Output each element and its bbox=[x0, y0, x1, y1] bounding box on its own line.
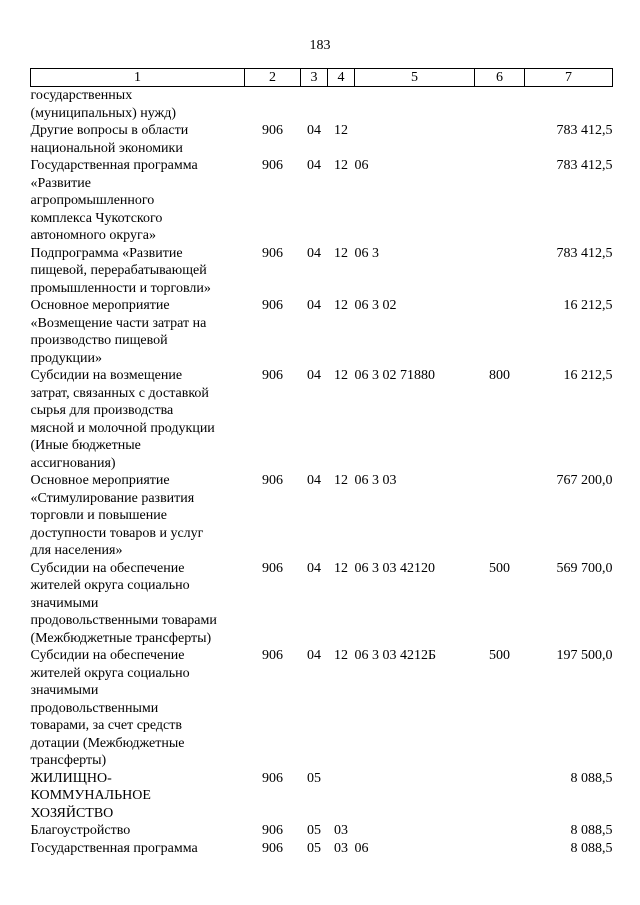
target-article-cell bbox=[355, 770, 475, 823]
row-description bbox=[31, 822, 245, 840]
description-line: затрат, связанных с доставкой bbox=[30, 385, 209, 401]
description-line: (Межбюджетные трансферты) bbox=[30, 630, 212, 646]
admin-code-cell: 906 bbox=[262, 473, 283, 488]
description-line: ЖИЛИЩНО- bbox=[30, 770, 112, 786]
table-row bbox=[31, 297, 613, 367]
table-body bbox=[31, 87, 613, 858]
expense-type-cell bbox=[475, 87, 525, 123]
subsection-code-cell: 12 bbox=[334, 245, 348, 261]
table-row bbox=[31, 245, 613, 298]
subsection-code-cell bbox=[328, 87, 355, 123]
target-article-cell: 06 3 03 42120 bbox=[354, 560, 435, 576]
section-code-cell bbox=[301, 87, 328, 123]
table-header-row bbox=[31, 69, 613, 87]
admin-code-cell: 906 bbox=[262, 245, 283, 261]
row-description bbox=[31, 245, 245, 298]
admin-code-cell: 906 bbox=[262, 560, 283, 576]
column-header-3: 3 bbox=[301, 69, 328, 87]
table-row bbox=[31, 367, 613, 472]
target-article-cell bbox=[355, 822, 475, 840]
target-article-cell: 06 3 02 71880 bbox=[354, 368, 435, 383]
description-line: ХОЗЯЙСТВО bbox=[30, 805, 114, 821]
amount-cell: 8 088,5 bbox=[570, 770, 613, 786]
admin-code-cell: 906 bbox=[262, 840, 283, 856]
table-row bbox=[31, 822, 613, 840]
subsection-code-cell: 12 bbox=[334, 368, 348, 383]
row-description bbox=[31, 157, 245, 245]
description-line: Субсидии на обеспечение bbox=[30, 560, 185, 576]
section-code-cell: 04 bbox=[307, 473, 321, 488]
description-line: продукции» bbox=[30, 350, 102, 366]
description-line: сырья для производства bbox=[30, 403, 174, 418]
description-line: Субсидии на обеспечение bbox=[30, 648, 185, 663]
table-row bbox=[31, 770, 613, 823]
table-row bbox=[31, 840, 613, 858]
description-line: жителей округа социально bbox=[30, 665, 190, 681]
description-line: торговли и повышение bbox=[30, 508, 167, 523]
table-row bbox=[31, 647, 613, 770]
row-description bbox=[31, 840, 245, 858]
row-description bbox=[31, 367, 245, 472]
description-line: промышленности и торговли» bbox=[30, 280, 211, 296]
description-line: национальной экономики bbox=[30, 140, 183, 156]
description-line: жителей округа социально bbox=[30, 578, 190, 593]
section-code-cell: 04 bbox=[307, 123, 321, 138]
section-code-cell: 04 bbox=[307, 158, 321, 173]
subsection-code-cell: 12 bbox=[334, 123, 348, 138]
subsection-code-cell: 03 bbox=[334, 823, 348, 838]
subsection-code-cell: 12 bbox=[334, 298, 348, 313]
target-article-cell: 06 bbox=[354, 158, 369, 173]
table-row bbox=[31, 122, 613, 157]
subsection-code-cell bbox=[328, 770, 355, 823]
amount-cell: 767 200,0 bbox=[556, 473, 613, 488]
row-description bbox=[31, 472, 245, 560]
description-line: значимыми bbox=[30, 683, 99, 698]
target-article-cell: 06 3 02 bbox=[354, 298, 397, 313]
description-line: трансферты) bbox=[30, 753, 107, 768]
amount-cell: 783 412,5 bbox=[556, 158, 613, 173]
subsection-code-cell: 12 bbox=[334, 158, 348, 173]
column-header-7: 7 bbox=[525, 69, 613, 87]
section-code-cell: 04 bbox=[307, 648, 321, 663]
section-code-cell: 04 bbox=[307, 245, 321, 261]
admin-code-cell bbox=[245, 87, 301, 123]
description-line: для населения» bbox=[30, 543, 123, 558]
admin-code-cell: 906 bbox=[262, 770, 283, 786]
row-description bbox=[31, 770, 245, 823]
expense-type-cell bbox=[475, 297, 525, 367]
amount-cell: 16 212,5 bbox=[563, 368, 613, 383]
amount-cell: 783 412,5 bbox=[556, 123, 613, 138]
section-code-cell: 05 bbox=[307, 823, 321, 838]
target-article-cell: 06 3 bbox=[354, 245, 379, 261]
column-header-6: 6 bbox=[475, 69, 525, 87]
description-line: доступности товаров и услуг bbox=[30, 525, 204, 541]
description-line: товарами, за счет средств bbox=[30, 718, 182, 733]
description-line: мясной и молочной продукции bbox=[30, 420, 215, 436]
section-code-cell: 05 bbox=[307, 840, 321, 856]
admin-code-cell: 906 bbox=[262, 158, 283, 173]
description-line: Другие вопросы в области bbox=[30, 123, 189, 138]
amount-cell bbox=[525, 87, 613, 123]
expense-type-cell bbox=[475, 822, 525, 840]
description-line: «Стимулирование развития bbox=[30, 490, 195, 506]
target-article-cell bbox=[355, 87, 475, 123]
description-line: (муниципальных) нужд) bbox=[30, 105, 177, 121]
admin-code-cell: 906 bbox=[262, 123, 283, 138]
row-description bbox=[31, 87, 245, 123]
row-description bbox=[31, 122, 245, 157]
expense-type-cell bbox=[475, 245, 525, 298]
description-line: Государственная программа bbox=[30, 840, 198, 856]
description-line: «Развитие bbox=[30, 175, 91, 191]
amount-cell: 8 088,5 bbox=[570, 823, 613, 838]
admin-code-cell: 906 bbox=[262, 368, 283, 383]
amount-cell: 8 088,5 bbox=[570, 840, 613, 856]
row-description bbox=[31, 647, 245, 770]
description-line: продовольственными bbox=[30, 700, 159, 716]
expense-type-cell bbox=[475, 472, 525, 560]
description-line: пищевой, перерабатывающей bbox=[30, 263, 207, 278]
row-description bbox=[31, 560, 245, 648]
table-row bbox=[31, 157, 613, 245]
expense-type-cell bbox=[475, 840, 525, 858]
description-line: Основное мероприятие bbox=[30, 473, 170, 488]
target-article-cell: 06 bbox=[354, 840, 369, 856]
description-line: агропромышленного bbox=[30, 193, 155, 208]
description-line: значимыми bbox=[30, 595, 99, 611]
subsection-code-cell: 12 bbox=[334, 560, 348, 576]
description-line: Субсидии на возмещение bbox=[30, 368, 183, 383]
target-article-cell: 06 3 03 4212Б bbox=[354, 648, 437, 663]
subsection-code-cell: 03 bbox=[334, 840, 348, 856]
amount-cell: 569 700,0 bbox=[556, 560, 613, 576]
subsection-code-cell: 12 bbox=[334, 648, 348, 663]
description-line: производство пищевой bbox=[30, 333, 168, 348]
description-line: автономного округа» bbox=[30, 228, 156, 243]
description-line: (Иные бюджетные bbox=[30, 438, 141, 453]
page-number: 183 bbox=[309, 38, 331, 53]
description-line: государственных bbox=[30, 88, 133, 103]
description-line: Подпрограмма «Развитие bbox=[30, 245, 183, 261]
expense-type-cell: 800 bbox=[489, 368, 510, 383]
table-row bbox=[31, 472, 613, 560]
table-row bbox=[31, 560, 613, 648]
admin-code-cell: 906 bbox=[262, 823, 283, 838]
column-header-5: 5 bbox=[355, 69, 475, 87]
section-code-cell: 04 bbox=[307, 368, 321, 383]
subsection-code-cell: 12 bbox=[334, 473, 348, 488]
expense-type-cell bbox=[475, 122, 525, 157]
description-line: КОММУНАЛЬНОЕ bbox=[30, 788, 151, 803]
expense-type-cell bbox=[475, 770, 525, 823]
description-line: Благоустройство bbox=[30, 823, 131, 838]
amount-cell: 783 412,5 bbox=[556, 245, 613, 261]
admin-code-cell: 906 bbox=[262, 298, 283, 313]
description-line: комплекса Чукотского bbox=[30, 210, 163, 226]
expense-type-cell: 500 bbox=[489, 648, 510, 663]
column-header-4: 4 bbox=[328, 69, 355, 87]
amount-cell: 16 212,5 bbox=[563, 298, 613, 313]
description-line: продовольственными товарами bbox=[30, 613, 217, 628]
section-code-cell: 04 bbox=[307, 560, 321, 576]
row-description bbox=[31, 297, 245, 367]
admin-code-cell: 906 bbox=[262, 648, 283, 663]
description-line: дотации (Межбюджетные bbox=[30, 735, 185, 751]
expense-type-cell: 500 bbox=[489, 560, 510, 576]
description-line: Государственная программа bbox=[30, 158, 198, 173]
description-line: ассигнования) bbox=[30, 455, 116, 471]
amount-cell: 197 500,0 bbox=[556, 648, 613, 663]
section-code-cell: 04 bbox=[307, 298, 321, 313]
budget-table bbox=[30, 68, 613, 857]
description-line: «Возмещение части затрат на bbox=[30, 315, 207, 331]
column-header-1: 1 bbox=[31, 69, 245, 87]
target-article-cell: 06 3 03 bbox=[354, 473, 397, 488]
target-article-cell bbox=[355, 122, 475, 157]
section-code-cell: 05 bbox=[307, 770, 321, 786]
expense-type-cell bbox=[475, 157, 525, 245]
column-header-2: 2 bbox=[245, 69, 301, 87]
description-line: Основное мероприятие bbox=[30, 298, 170, 313]
table-row bbox=[31, 87, 613, 123]
